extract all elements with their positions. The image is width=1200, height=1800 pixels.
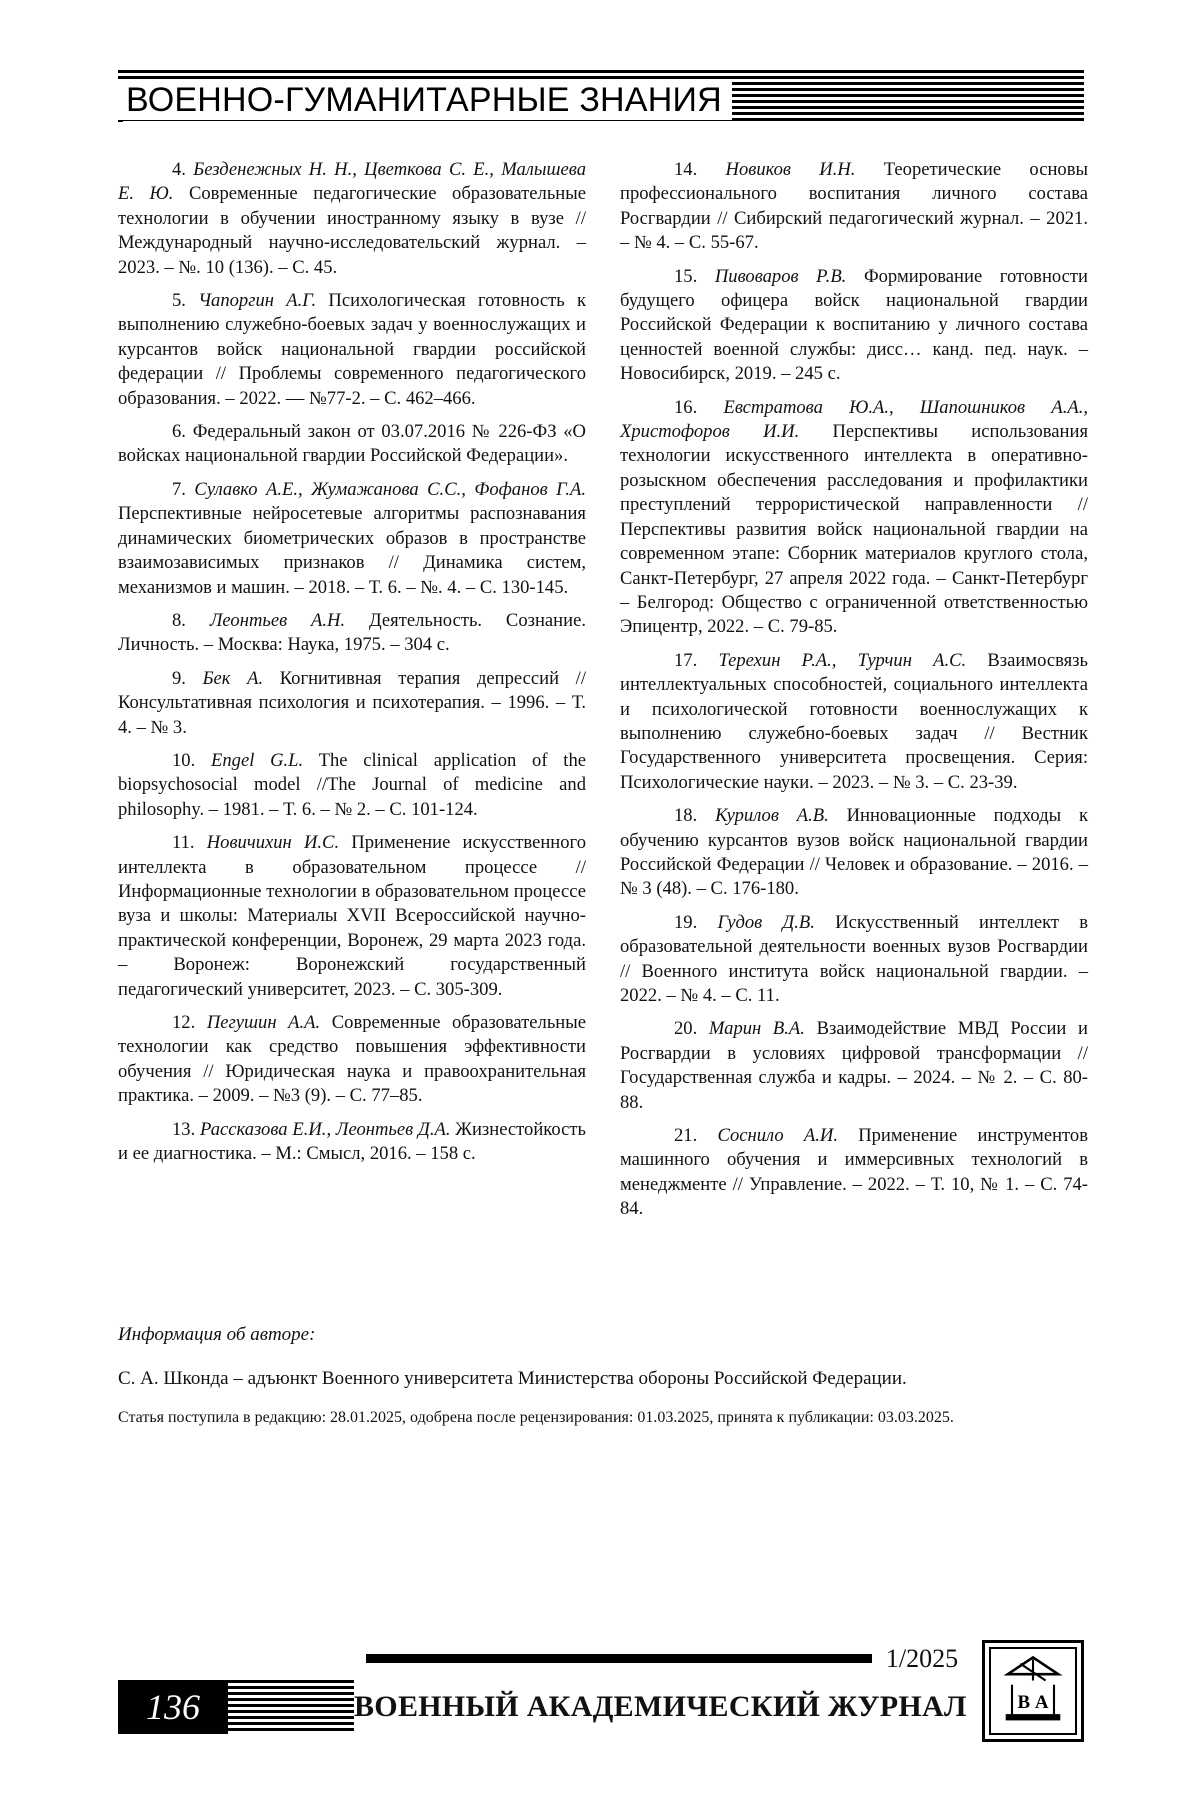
reference-authors: Курилов А.В. — [715, 805, 829, 827]
logo-letters: В А — [1017, 1691, 1049, 1713]
reference-item — [620, 804, 1088, 902]
reference-number: 6. — [172, 421, 186, 443]
author-description: С. А. Шконда – адъюнкт Военного университета Министерства обороны Российской Федерации. — [118, 1368, 907, 1389]
reference-authors: Сулавко А.Е., Жумажанова С.С., Фофанов Г.А. — [194, 478, 586, 500]
reference-authors: Пивоваров Р.В. — [714, 265, 847, 287]
reference-number: 10. — [172, 749, 196, 771]
reference-authors: Марин В.А. — [708, 1018, 805, 1040]
issue-number: 1/2025 — [885, 1644, 959, 1673]
author-info — [118, 1323, 1084, 1429]
footer-stripes — [228, 1680, 354, 1734]
reference-number: 17. — [674, 649, 698, 671]
reference-authors: Engel G.L. — [211, 749, 304, 771]
reference-text: Теоретические основы профессионального воспитания личного состава Росгвардии // Сибирский педагогический журнал. – 2021. – № 4. – С. 55-67. — [620, 159, 1088, 254]
journal-title: ВОЕННЫЙ АКАДЕМИЧЕСКИЙ ЖУРНАЛ — [354, 1690, 967, 1723]
reference-number: 12. — [172, 1012, 196, 1033]
page-number: 136 — [118, 1680, 228, 1734]
reference-text: Перспективы использования технологии искусственного интеллекта в оперативно-розыскном обеспечения расследования и профилактики преступлений террористической направленности // Перспективы развития войск национальной гвардии на современном этапе: Сборник материалов круглого стола, Санкт-Петербург, 27 апреля 2022 года. – Санкт-Петербург – Белгород: Общество с ограниченной ответственностью Эпицентр, 2022. – С. 79-85. — [620, 421, 1088, 638]
reference-authors: Соснило А.И. — [717, 1125, 838, 1147]
reference-number: 11. — [172, 832, 195, 854]
reference-item — [620, 265, 1088, 387]
reference-number: 19. — [674, 911, 698, 933]
header-title: ВОЕННО-ГУМАНИТАРНЫЕ ЗНАНИЯ — [118, 80, 732, 120]
journal-logo-emblem — [991, 1649, 1075, 1733]
reference-text: Взаимосвязь интеллектуальных способностей, социального интеллекта и психологической готовности военнослужащих к выполнению служебно-боевых задач // Вестник Государственного университета просвещения. Серия: Психологические науки. – 2023. – № 3. – С. 23-39. — [620, 649, 1088, 793]
reference-authors: Бек А. — [202, 667, 264, 689]
reference-authors: Пегушин А.А. — [206, 1012, 321, 1033]
reference-authors: Гудов Д.В. — [717, 911, 815, 933]
reference-item — [118, 831, 586, 1002]
reference-text: Искусственный интеллект в образовательной деятельности военных вузов Росгвардии // Военного института войск национальной гвардии. – 2022. – № 4. – С. 11. — [620, 911, 1088, 1006]
reference-authors: Чапоргин А.Г. — [198, 290, 317, 312]
reference-authors: Новичихин И.С. — [206, 832, 340, 854]
reference-number: 5. — [172, 290, 186, 312]
footer-top-bar — [366, 1654, 872, 1663]
reference-item — [118, 749, 586, 822]
reference-text: Современные образовательные технологии как средство повышения эффективности обучения // Юридическая наука и правоохранительная практика. – 2009. – №3 (9). – С. 77–85. — [118, 1012, 586, 1107]
reference-item — [118, 289, 586, 411]
reference-authors: Рассказова Е.И., Леонтьев Д.А. — [200, 1118, 451, 1140]
reference-item — [620, 911, 1088, 1009]
reference-text: Применение искусственного интеллекта в образовательном процессе // Информационные технологии в образовательном процессе вуза и школы: Материалы XVII Всероссийской научно-практической конференции, Воронеж, 29 марта 2023 года. – Воронеж: Воронежский государственный педагогический университет, 2023. – С. 305-309. — [118, 832, 586, 1000]
reference-authors: Терехин Р.А., Турчин А.С. — [718, 649, 967, 671]
references-left-column — [118, 158, 586, 1175]
reference-number: 20. — [674, 1018, 698, 1040]
reference-text: Применение инструментов машинного обучения и иммерсивных технологий в менеджменте // Управление. – 2022. – Т. 10, № 1. – С. 74-84. — [620, 1125, 1088, 1220]
reference-authors: Евстратова Ю.А., Шапошников А.А., Христофоров И.И. — [620, 396, 1088, 443]
article-dates: Статья поступила в редакцию: 28.01.2025, одобрена после рецензирования: 01.03.2025, принята к публикации: 03.03.2025. — [118, 1409, 954, 1426]
reference-text: Инновационные подходы к обучению курсантов вузов войск национальной гвардии Российской Федерации // Человек и образование. – 2016. – № 3 (48). – С. 176-180. — [620, 805, 1088, 900]
reference-text: Жизнестойкость и ее диагностика. – М.: Смысл, 2016. – 158 с. — [118, 1118, 587, 1165]
reference-number: 4. — [172, 159, 186, 180]
reference-item — [620, 158, 1088, 256]
references-right-column — [620, 158, 1088, 1231]
reference-text: Современные педагогические образовательные технологии в обучении иностранному языку в вузе // Международный научно-исследовательский журнал. – 2023. – №. 10 (136). – С. 45. — [118, 183, 587, 278]
reference-authors: Леонтьев А.Н. — [209, 609, 346, 631]
reference-number: 15. — [674, 265, 698, 287]
reference-item — [118, 1118, 586, 1167]
reference-number: 16. — [674, 396, 698, 418]
reference-item — [118, 609, 586, 658]
reference-item — [620, 1017, 1088, 1115]
reference-text: Деятельность. Сознание. Личность. – Москва: Наука, 1975. – 304 с. — [118, 609, 586, 656]
reference-item — [620, 396, 1088, 640]
reference-number: 18. — [674, 805, 698, 827]
reference-number: 8. — [172, 609, 186, 631]
reference-number: 13. — [172, 1118, 196, 1140]
reference-text: Психологическая готовность к выполнению служебно-боевых задач у военнослужащих и курсантов войск национальной гвардии российской федерации // Проблемы современного педагогического образования. – 2022. — №77-2. – С. 462–466. — [118, 290, 587, 409]
reference-item — [118, 667, 586, 740]
reference-item — [118, 420, 586, 469]
running-header — [118, 70, 1084, 124]
reference-authors: Безденежных Н. Н., Цветкова С. Е., Малышева Е. Ю. — [118, 159, 586, 205]
reference-text: The clinical application of the biopsychosocial model //The Journal of medicine and philosophy. – 1981. – Т. 6. – № 2. – С. 101-124. — [118, 749, 586, 820]
reference-number: 9. — [172, 667, 186, 689]
reference-number: 7. — [172, 478, 186, 500]
reference-number: 21. — [674, 1125, 698, 1147]
journal-logo-icon — [982, 1640, 1084, 1742]
reference-item — [118, 1011, 586, 1109]
author-info-heading: Информация об авторе: — [118, 1324, 316, 1345]
reference-item — [118, 478, 586, 600]
reference-authors: Новиков И.Н. — [725, 159, 856, 180]
reference-text: Формирование готовности будущего офицера войск национальной гвардии Российской Федерации к воспитанию у личного состава ценностей военной службы: дисс… канд. пед. наук. – Новосибирск, 2019. – 245 с. — [620, 265, 1088, 385]
reference-text: Федеральный закон от 03.07.2016 № 226-ФЗ «О войсках национальной гвардии Российской Федерации». — [118, 421, 586, 467]
reference-text: Взаимодействие МВД России и Росгвардии в условиях цифровой трансформации // Государственная служба и кадры. – 2024. – № 2. – С. 80-88. — [620, 1018, 1088, 1113]
reference-number: 14. — [674, 159, 698, 180]
reference-text: Когнитивная терапия депрессий // Консультативная психология и психотерапия. – 1996. – Т. 4. – № 3. — [118, 667, 586, 738]
reference-item — [620, 649, 1088, 795]
reference-item — [118, 158, 586, 280]
reference-text: Перспективные нейросетевые алгоритмы распознавания динамических биометрических образов в пространстве взаимозависимых признаков // Динамика систем, механизмов и машин. – 2018. – Т. 6. – №. 4. – С. 130-145. — [118, 503, 586, 598]
reference-item — [620, 1124, 1088, 1222]
